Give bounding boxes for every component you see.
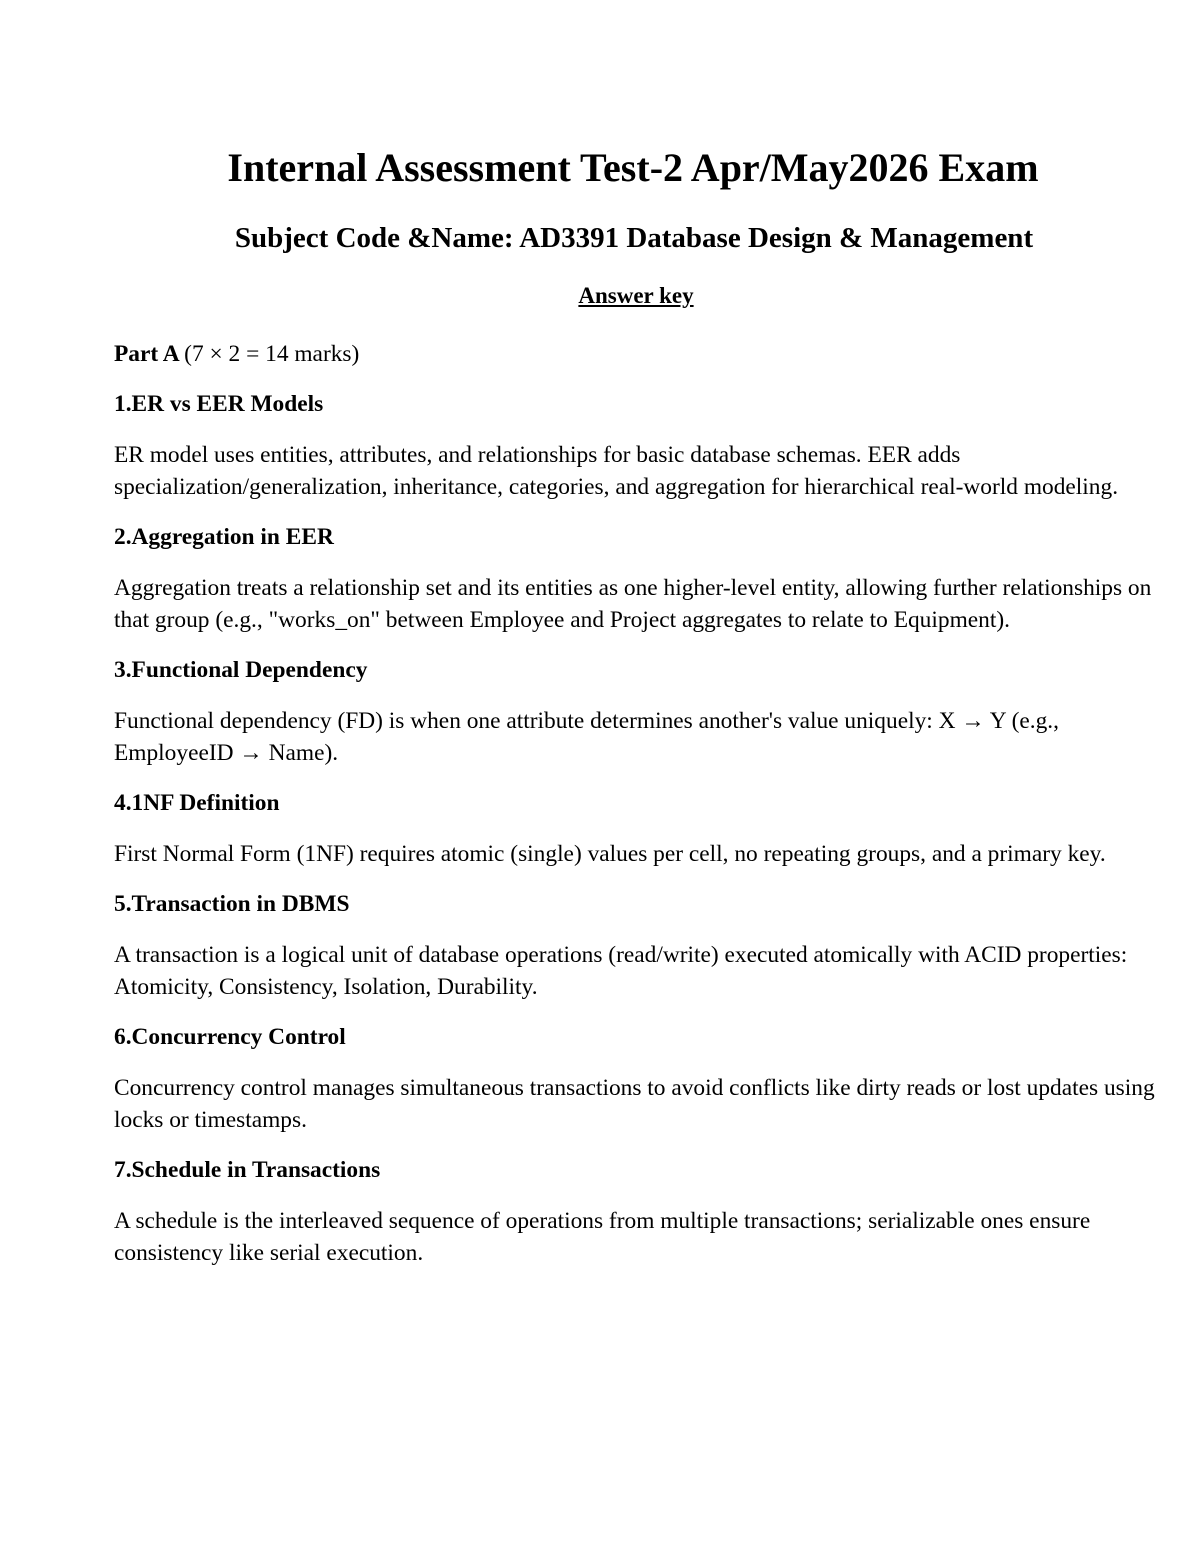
question-block	[114, 521, 1164, 636]
question-answer: Concurrency control manages simultaneous transactions to avoid conflicts like dirty reads or lost updates using locks or timestamps.	[114, 1075, 1155, 1133]
question-block	[114, 888, 1164, 1003]
question-title: 6.Concurrency Control	[114, 1024, 346, 1050]
part-a-heading	[114, 338, 1164, 370]
question-answer: First Normal Form (1NF) requires atomic (single) values per cell, no repeating groups, and a primary key.	[114, 841, 1106, 867]
question-title: 7.Schedule in Transactions	[114, 1157, 381, 1183]
part-a-label: Part A	[114, 341, 179, 367]
question-block	[114, 1154, 1164, 1269]
question-answer: Functional dependency (FD) is when one attribute determines another's value uniquely: X → Y (e.g., EmployeeID → Name).	[114, 708, 1060, 766]
question-title: 2.Aggregation in EER	[114, 524, 334, 550]
part-a-marks: (7 × 2 = 14 marks)	[184, 341, 360, 367]
question-title: 4.1NF Definition	[114, 790, 280, 816]
question-title: 1.ER vs EER Models	[114, 391, 324, 417]
question-answer: A transaction is a logical unit of database operations (read/write) executed atomically with ACID properties: Atomicity, Consistency, Isolation, Durability.	[114, 942, 1128, 1000]
question-title: 5.Transaction in DBMS	[114, 891, 350, 917]
question-answer: Aggregation treats a relationship set and its entities as one higher-level entity, allowing further relationships on that group (e.g., "works_on" between Employee and Project aggregates to relate to Equipment).	[114, 575, 1152, 633]
subject-heading: Subject Code &Name: AD3391 Database Design & Management	[234, 222, 1034, 254]
question-block	[114, 1021, 1164, 1136]
question-block	[114, 654, 1164, 769]
question-title: 3.Functional Dependency	[114, 657, 368, 683]
answer-content	[114, 338, 1164, 1287]
page-title: Internal Assessment Test-2 Apr/May2026 Exam	[227, 145, 1039, 190]
question-answer: ER model uses entities, attributes, and relationships for basic database schemas. EER adds specialization/generalization, inheritance, categories, and aggregation for hierarchical real-world modeling.	[114, 442, 1119, 500]
question-block	[114, 388, 1164, 503]
question-answer: A schedule is the interleaved sequence of operations from multiple transactions; serializable ones ensure consistency like serial execution.	[114, 1208, 1091, 1266]
answer-key-label: Answer key	[578, 283, 694, 308]
question-block	[114, 787, 1164, 870]
